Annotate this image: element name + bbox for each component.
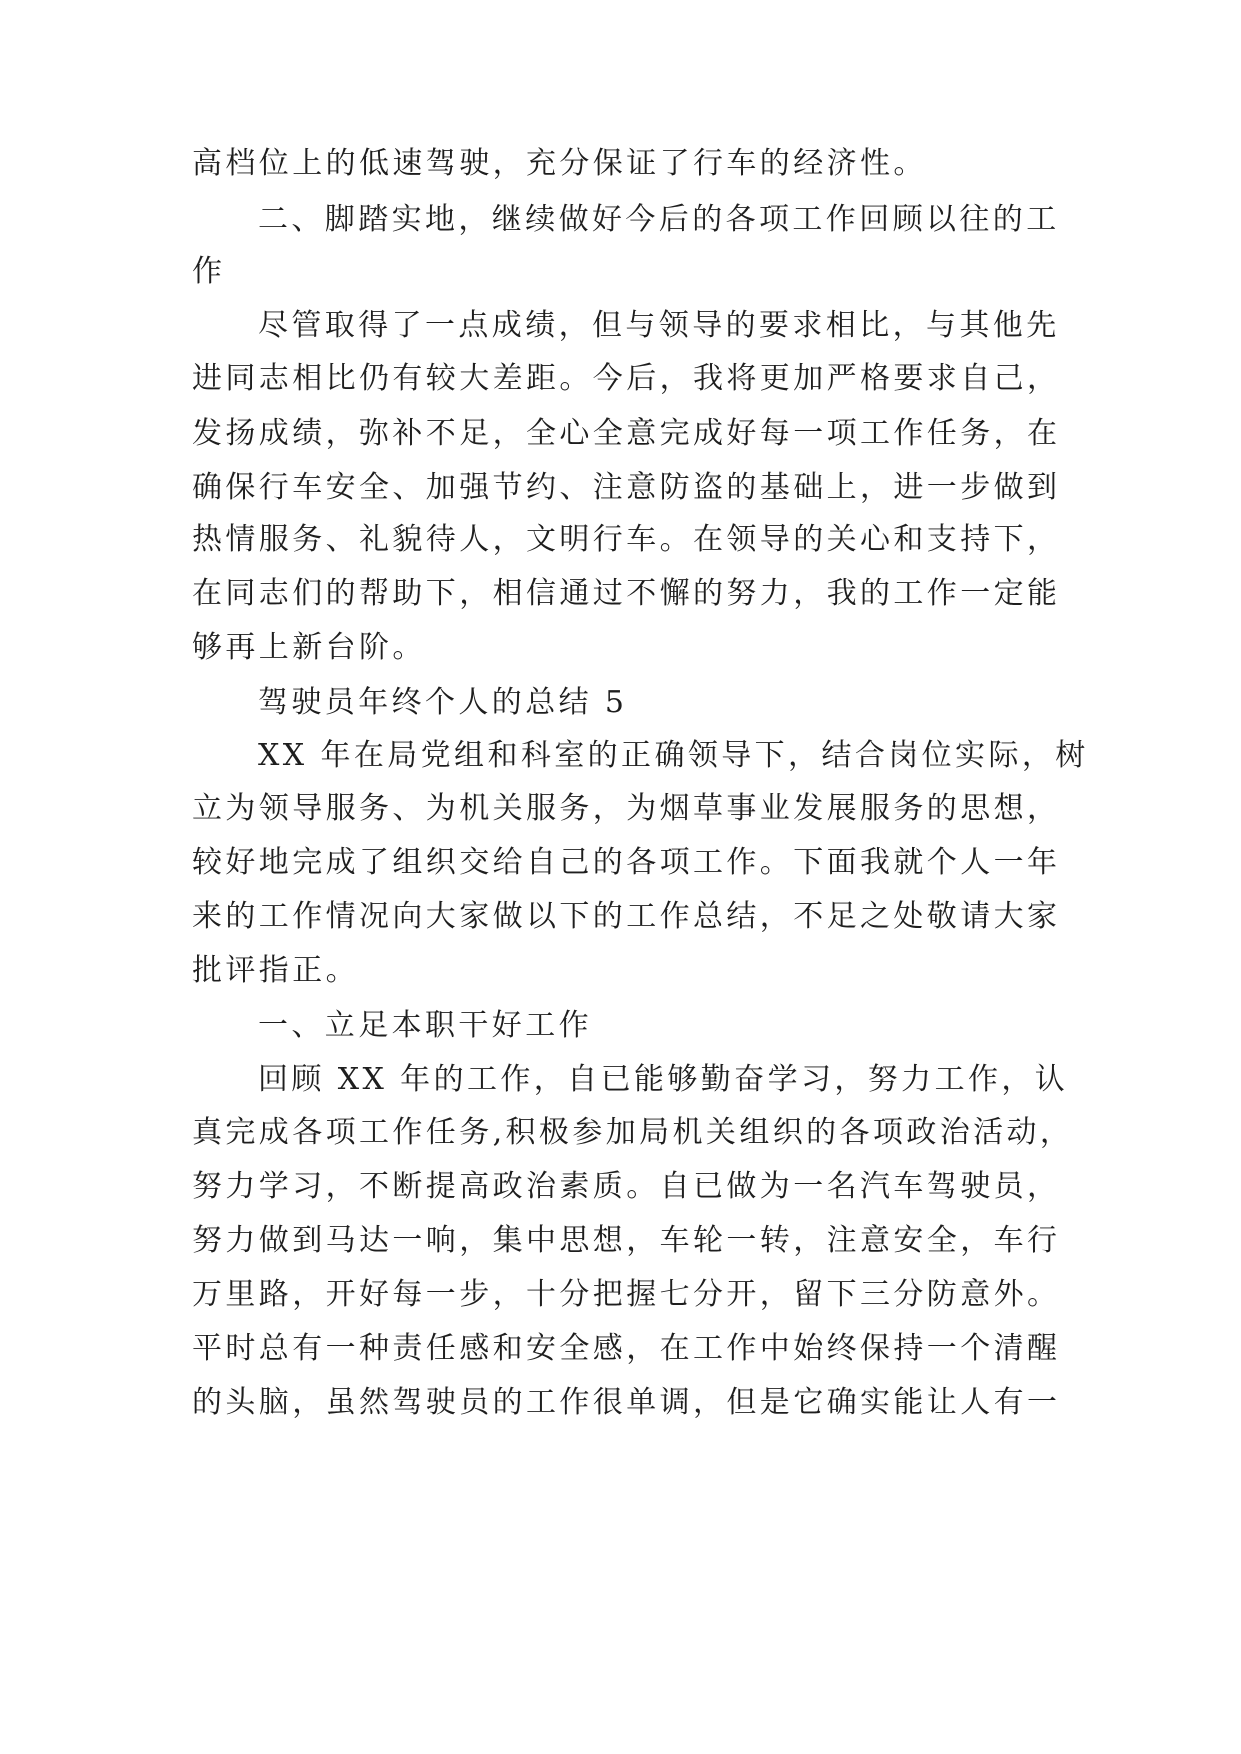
- paragraph-start: 回顾 XX 年的工作，自已能够勤奋学习，努力工作，认: [258, 1062, 1069, 1097]
- text-line: 在同志们的帮助下，相信通过不懈的努力，我的工作一定能: [192, 576, 1061, 611]
- text-line: 作: [192, 254, 226, 289]
- paragraph-start: 尽管取得了一点成绩，但与领导的要求相比，与其他先: [258, 308, 1060, 343]
- text-line: 高档位上的低速驾驶，充分保证了行车的经济性。: [192, 146, 927, 181]
- article-title: 驾驶员年终个人的总结 5: [258, 685, 628, 720]
- text-line: 努力做到马达一响，集中思想，车轮一转，注意安全，车行: [192, 1223, 1061, 1258]
- text-line: 确保行车安全、加强节约、注意防盗的基础上，进一步做到: [192, 470, 1061, 505]
- text-line: 批评指正。: [192, 953, 359, 988]
- section-heading: 二、脚踏实地，继续做好今后的各项工作回顾以往的工: [258, 202, 1060, 237]
- text-line: 平时总有一种责任感和安全感，在工作中始终保持一个清醒: [192, 1331, 1061, 1366]
- text-line: 来的工作情况向大家做以下的工作总结，不足之处敬请大家: [192, 899, 1061, 934]
- text-line: 进同志相比仍有较大差距。今后，我将更加严格要求自己，: [192, 361, 1061, 396]
- text-line: 发扬成绩，弥补不足，全心全意完成好每一项工作任务，在: [192, 416, 1061, 451]
- text-line: 立为领导服务、为机关服务，为烟草事业发展服务的思想，: [192, 791, 1061, 826]
- text-line: 热情服务、礼貌待人，文明行车。在领导的关心和支持下，: [192, 522, 1061, 557]
- section-heading: 一、立足本职干好工作: [258, 1008, 592, 1043]
- text-line: 够再上新台阶。: [192, 630, 426, 665]
- text-line: 真完成各项工作任务,积极参加局机关组织的各项政治活动，: [192, 1115, 1074, 1150]
- paragraph-start: XX 年在局党组和科室的正确领导下，结合岗位实际，树: [258, 738, 1089, 773]
- text-line: 努力学习，不断提高政治素质。自已做为一名汽车驾驶员，: [192, 1169, 1061, 1204]
- text-line: 的头脑，虽然驾驶员的工作很单调，但是它确实能让人有一: [192, 1385, 1061, 1420]
- text-line: 万里路，开好每一步，十分把握七分开，留下三分防意外。: [192, 1277, 1061, 1312]
- text-line: 较好地完成了组织交给自己的各项工作。下面我就个人一年: [192, 845, 1061, 880]
